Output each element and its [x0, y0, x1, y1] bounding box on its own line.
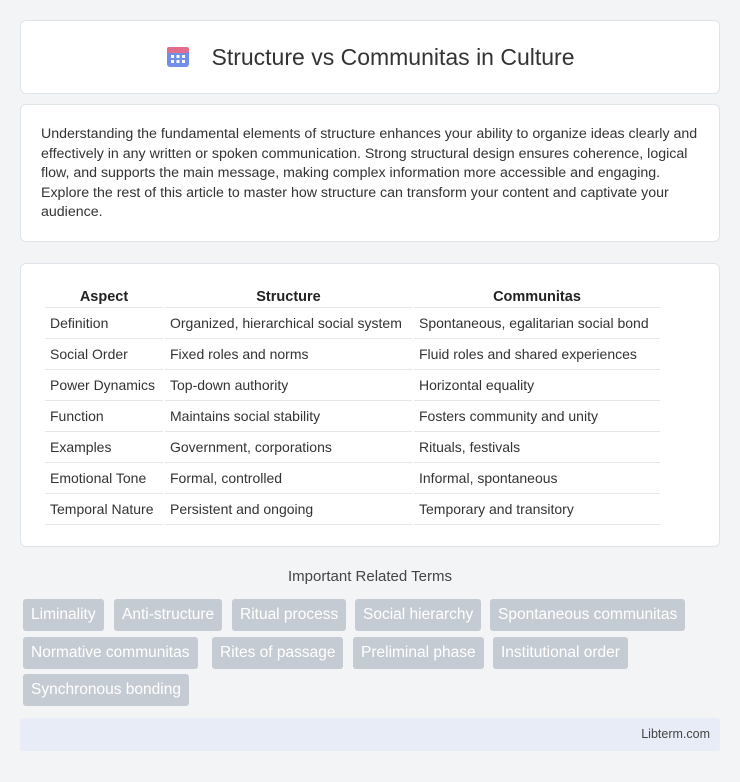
- table-cell: Organized, hierarchical social system: [165, 308, 412, 339]
- table-cell: Fosters community and unity: [414, 401, 660, 432]
- table-cell: Maintains social stability: [165, 401, 412, 432]
- intro-text: Understanding the fundamental elements of structure enhances your ability to organize ideas clearly and effectively in any written or spoken communication. Strong structural design ensures coherence, logical flow, and supports the main message, making complex information more accessible and engaging. Explore the rest of this article to master how structure can transform your content and captivate your audience.: [41, 126, 698, 221]
- header-card: [20, 20, 720, 94]
- table-cell: Informal, spontaneous: [414, 463, 660, 494]
- related-term-tag[interactable]: Anti-structure: [114, 599, 222, 631]
- table-cell: Temporal Nature: [45, 494, 163, 525]
- table-cell: Spontaneous, egalitarian social bond: [414, 308, 660, 339]
- table-row: [45, 463, 660, 494]
- table-cell: Social Order: [45, 339, 163, 370]
- building-columns-icon: [165, 44, 191, 70]
- related-terms-title: Important Related Terms: [288, 568, 452, 585]
- table-row: [45, 339, 660, 370]
- table-cell: Top-down authority: [165, 370, 412, 401]
- footer: [20, 718, 720, 751]
- comparison-table: [43, 284, 662, 525]
- column-header-communitas: Communitas: [414, 284, 660, 308]
- table-cell: Power Dynamics: [45, 370, 163, 401]
- footer-site-link[interactable]: Libterm.com: [641, 727, 710, 741]
- column-header-structure: Structure: [165, 284, 412, 308]
- table-row: [45, 432, 660, 463]
- comparison-table-card: [20, 263, 720, 547]
- table-header-row: [45, 284, 660, 308]
- table-cell: Formal, controlled: [165, 463, 412, 494]
- related-term-tag[interactable]: Normative communitas: [23, 637, 198, 669]
- table-cell: Examples: [45, 432, 163, 463]
- table-row: [45, 370, 660, 401]
- related-term-tag[interactable]: Social hierarchy: [355, 599, 481, 631]
- related-term-tag[interactable]: Preliminal phase: [353, 637, 484, 669]
- table-cell: Persistent and ongoing: [165, 494, 412, 525]
- table-row: [45, 401, 660, 432]
- table-cell: Emotional Tone: [45, 463, 163, 494]
- table-cell: Government, corporations: [165, 432, 412, 463]
- table-cell: Definition: [45, 308, 163, 339]
- related-term-tag[interactable]: Institutional order: [493, 637, 628, 669]
- related-term-tag[interactable]: Synchronous bonding: [23, 674, 189, 706]
- table-row: [45, 494, 660, 525]
- page-title: Structure vs Communitas in Culture: [211, 43, 575, 70]
- table-cell: Temporary and transitory: [414, 494, 660, 525]
- related-term-tag[interactable]: Ritual process: [232, 599, 346, 631]
- related-term-tag[interactable]: Liminality: [23, 599, 104, 631]
- intro-card: [20, 104, 720, 242]
- table-row: [45, 308, 660, 339]
- table-cell: Function: [45, 401, 163, 432]
- related-term-tag[interactable]: Rites of passage: [212, 637, 343, 669]
- table-cell: Rituals, festivals: [414, 432, 660, 463]
- table-cell: Fixed roles and norms: [165, 339, 412, 370]
- column-header-aspect: Aspect: [45, 284, 163, 308]
- table-cell: Fluid roles and shared experiences: [414, 339, 660, 370]
- table-cell: Horizontal equality: [414, 370, 660, 401]
- related-term-tag[interactable]: Spontaneous communitas: [490, 599, 685, 631]
